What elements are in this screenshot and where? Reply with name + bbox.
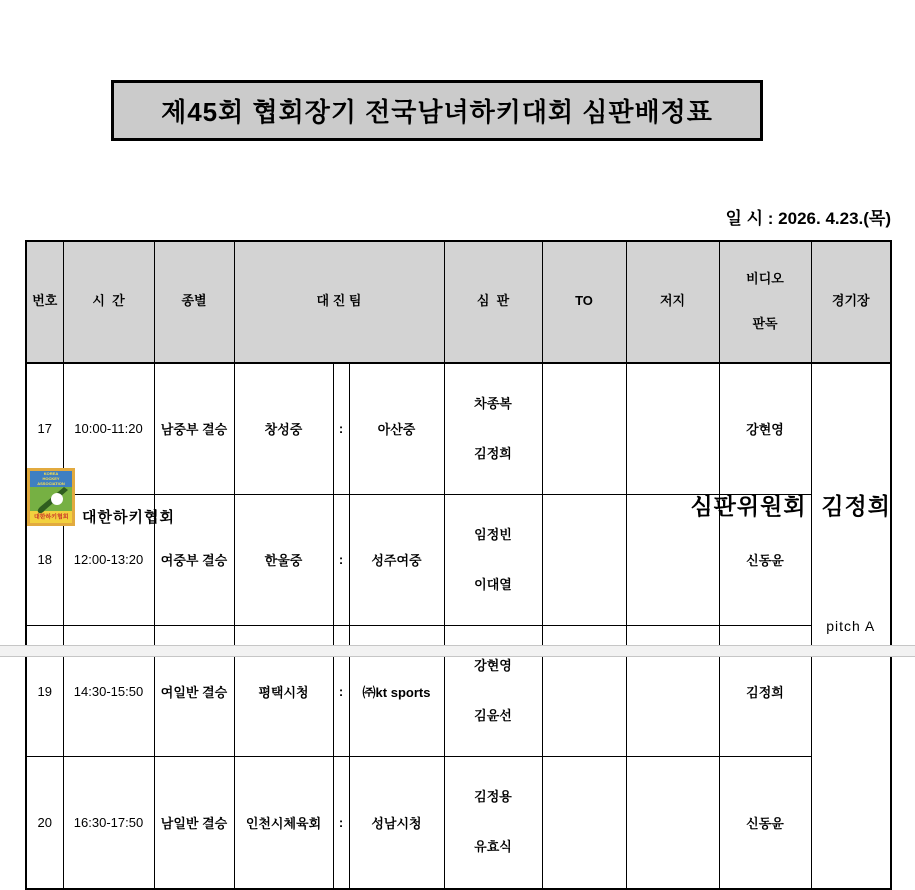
- referee-2: 이대열: [474, 576, 512, 592]
- cell-vs: :: [333, 494, 349, 625]
- logo-field-panel: [30, 487, 72, 511]
- header-match: 대 진 팀: [234, 241, 444, 363]
- logo-top-panel: [30, 471, 72, 487]
- header-time: 시 간: [63, 241, 154, 363]
- header-category: 종별: [154, 241, 234, 363]
- referee-2: 유효식: [474, 839, 512, 855]
- korea-hockey-association-logo: [27, 468, 75, 526]
- cell-team1: 한울중: [234, 494, 333, 625]
- logo-band: [30, 511, 72, 523]
- logo-text-association: ASSOCIATION: [37, 481, 65, 486]
- event-date: 일 시 : 2026. 4.23.(목): [725, 209, 891, 228]
- cell-no: 20: [26, 757, 63, 889]
- cell-to: [542, 757, 626, 889]
- cell-referees: [444, 757, 542, 889]
- header-venue: 경기장: [811, 241, 891, 363]
- cell-to: [542, 363, 626, 495]
- cell-category: 남일반 결승: [154, 757, 234, 889]
- cell-time: 12:00-13:20: [63, 494, 154, 625]
- logo-text-hockey: HOCKEY: [42, 476, 60, 481]
- cell-category: 남중부 결승: [154, 363, 234, 495]
- cell-category: 여중부 결승: [154, 494, 234, 625]
- horizontal-scrollbar[interactable]: [0, 645, 915, 657]
- header-judge: 저지: [626, 241, 719, 363]
- cell-time: 14:30-15:50: [63, 626, 154, 757]
- cell-judge: [626, 363, 719, 495]
- cell-vs: :: [333, 757, 349, 889]
- cell-venue: pitch A: [811, 363, 891, 889]
- logo-text-korea: KOREA: [43, 471, 59, 476]
- table-header-row: [26, 241, 891, 363]
- cell-team2: 성남시청: [349, 757, 444, 889]
- cell-team1: 인천시체육회: [234, 757, 333, 889]
- cell-team1: 평택시청: [234, 626, 333, 757]
- cell-no: 17: [26, 363, 63, 495]
- cell-time: 16:30-17:50: [63, 757, 154, 889]
- referee-2: 김정희: [474, 445, 512, 461]
- cell-video: 신동윤: [719, 494, 811, 625]
- cell-team2: 아산중: [349, 363, 444, 495]
- cell-video: 김정희: [719, 626, 811, 757]
- cell-no: 18: [26, 494, 63, 625]
- referee-1: 강현영: [474, 658, 512, 674]
- header-video-line2: 판독: [752, 315, 778, 331]
- referee-1: 임정빈: [474, 526, 512, 542]
- table-row: [26, 363, 891, 495]
- document-title: 제45회 협회장기 전국남녀하키대회 심판배정표: [111, 80, 763, 141]
- cell-time: 10:00-11:20: [63, 363, 154, 495]
- referee-1: 차종복: [474, 395, 512, 411]
- organization-name: 대한하키협회: [82, 509, 175, 526]
- header-referee: 심 판: [444, 241, 542, 363]
- cell-judge: [626, 757, 719, 889]
- cell-team2: ㈜kt sports: [349, 626, 444, 757]
- header-video-line1: 비디오: [746, 270, 784, 286]
- cell-team2: 성주여중: [349, 494, 444, 625]
- cell-category: 여일반 결승: [154, 626, 234, 757]
- cell-video: 신동윤: [719, 757, 811, 889]
- hockey-stick-icon: [30, 487, 72, 514]
- cell-referees: [444, 494, 542, 625]
- referee-1: 김정용: [474, 789, 512, 805]
- referee-assignment-table: [25, 240, 892, 890]
- cell-vs: :: [333, 626, 349, 757]
- referee-2: 김윤선: [474, 708, 512, 724]
- logo-band-text: 대한하키협회: [33, 514, 69, 521]
- committee-signature: 심판위원회 김정희: [690, 493, 891, 519]
- cell-no: 19: [26, 626, 63, 757]
- table-row: [26, 757, 891, 889]
- header-video: [719, 241, 811, 363]
- cell-referees: [444, 363, 542, 495]
- header-no: 번호: [26, 241, 63, 363]
- cell-video: 강현영: [719, 363, 811, 495]
- cell-to: [542, 494, 626, 625]
- cell-vs: :: [333, 363, 349, 495]
- header-to: TO: [542, 241, 626, 363]
- cell-team1: 창성중: [234, 363, 333, 495]
- logo-inner: [30, 471, 72, 523]
